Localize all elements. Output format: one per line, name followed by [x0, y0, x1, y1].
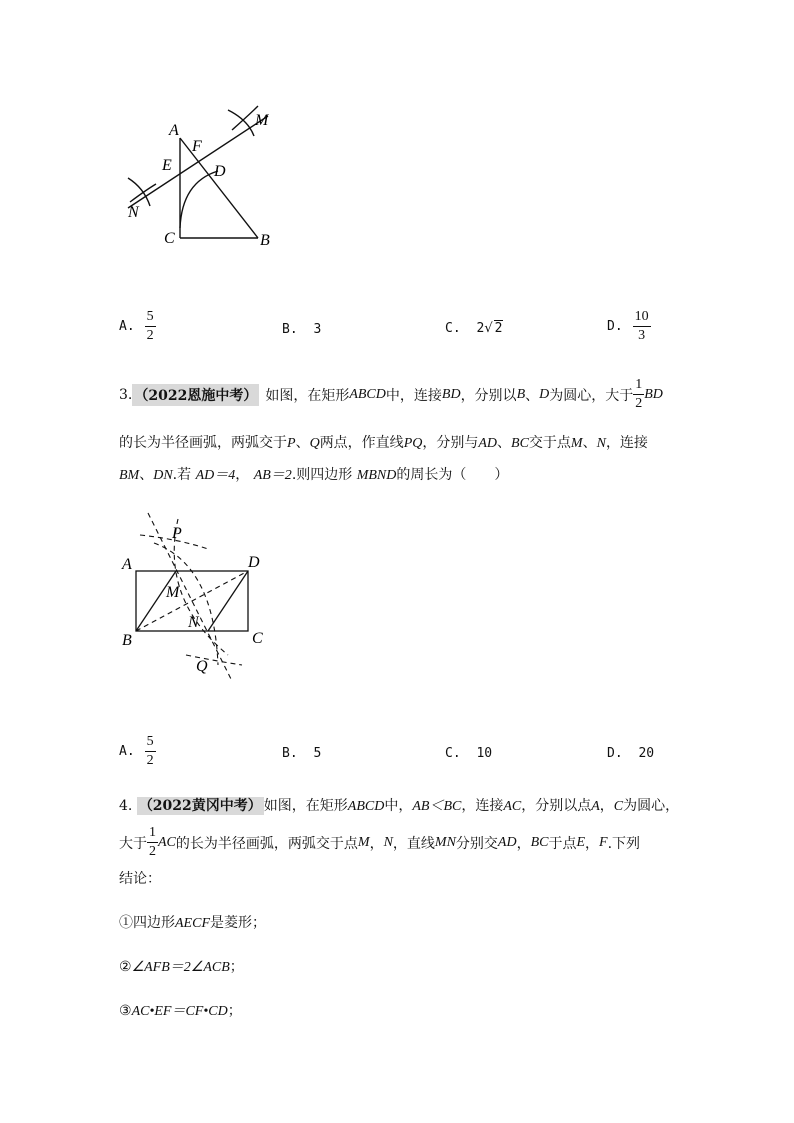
- q4-c1-c: 是菱形；: [210, 915, 266, 931]
- q2-option-c-letter: C.: [445, 321, 461, 336]
- q3-text-2a: 的长为半径画弧，两弧交于: [119, 435, 287, 451]
- q4-text-2d: 分别交: [455, 835, 498, 852]
- q4-ac-2: AC: [158, 834, 176, 850]
- q3-sep-4: 、: [582, 435, 597, 451]
- q3-option-c-letter: C.: [445, 746, 461, 761]
- q4-line-1: [119, 795, 679, 815]
- q3-text-2e: ，连接: [605, 435, 648, 451]
- q4-c3-c: ；: [227, 1003, 242, 1019]
- q3-bm: BM: [119, 468, 140, 483]
- segment-bm: [136, 571, 176, 631]
- q3-option-a[interactable]: [119, 735, 156, 768]
- q3-line-2: [119, 432, 648, 452]
- q2-option-b-value: 3: [313, 322, 322, 337]
- q3-text-1b: 中，连接: [385, 387, 442, 404]
- q2-option-a-den: 2: [146, 328, 154, 343]
- q4-frac-den: 2: [149, 844, 156, 859]
- label-b: B: [122, 632, 132, 649]
- q3-option-b-value: 5: [313, 746, 322, 761]
- q3-text-2b: 两点，作直线: [319, 435, 404, 451]
- q3-option-a-fraction: [145, 735, 156, 768]
- q3-option-c-value: 10: [476, 746, 493, 761]
- q2-option-a-fraction: [145, 310, 156, 343]
- q3-option-d-letter: D.: [607, 746, 623, 761]
- q3-text-2c: ，分别与: [422, 435, 479, 451]
- sqrt-icon: √: [484, 321, 493, 336]
- label-c: C: [252, 630, 263, 647]
- q2-option-b-letter: B.: [282, 322, 298, 337]
- q3-text-3b: .则四边形: [291, 467, 353, 483]
- label-n: N: [128, 204, 139, 221]
- q4-fraction: [147, 826, 158, 859]
- label-m: M: [255, 112, 269, 129]
- q3-frac-den: 2: [635, 396, 643, 411]
- q2-option-c-radicand: 2: [494, 321, 503, 336]
- q4-comma-4: ，: [585, 835, 600, 852]
- q2-option-d-den: 3: [638, 328, 646, 343]
- q2-option-d-letter: D.: [607, 319, 623, 334]
- label-a: A: [122, 556, 132, 573]
- label-b: B: [260, 232, 270, 249]
- q3-n: N: [596, 436, 606, 451]
- q2-option-b[interactable]: [282, 322, 321, 337]
- q4-line-3: [119, 868, 161, 888]
- q4-line-2: [119, 826, 640, 859]
- q3-option-d[interactable]: [607, 746, 654, 761]
- q4-c: C: [613, 799, 624, 814]
- label-q: Q: [196, 658, 208, 675]
- q4-c3-a: ③: [119, 1003, 132, 1019]
- q3-b: B: [516, 386, 526, 402]
- q4-c3-b: AC•EF＝CF•CD: [131, 1004, 228, 1019]
- q3-line-1: [119, 378, 663, 411]
- q4-m: M: [357, 834, 370, 850]
- q3-q: Q: [309, 436, 320, 451]
- q4-number: 4.: [119, 798, 133, 814]
- q4-c2-a: ②: [119, 959, 132, 975]
- q3-fraction: [633, 378, 644, 411]
- q4-c2-b: ∠AFB＝2∠ACB: [131, 960, 230, 975]
- q3-number: 3.: [119, 386, 133, 403]
- q3-sep-3: 、: [497, 435, 512, 451]
- q4-ad: AD: [497, 834, 517, 850]
- q4-c1-b: AECF: [175, 916, 210, 931]
- q4-c1-a: ①四边形: [119, 915, 175, 931]
- q3-dn: DN: [153, 468, 173, 483]
- q4-text-1a: 如图，在矩形: [263, 798, 348, 814]
- q3-abcd: ABCD: [349, 386, 386, 402]
- q4-mn: MN: [434, 834, 456, 850]
- q3-option-b-letter: B.: [282, 746, 298, 761]
- q2-option-c[interactable]: [445, 320, 503, 336]
- q3-text-1c: ，分别以: [460, 387, 517, 404]
- q4-conclusion-1: [119, 912, 266, 932]
- q4-n: N: [383, 834, 393, 850]
- q4-text-3: 结论：: [119, 871, 161, 887]
- q4-source-tag: （2022黄冈中考）: [138, 798, 262, 814]
- q4-text-1d: ，分别以点: [521, 798, 592, 814]
- q3-text-1d: 为圆心，大于: [549, 387, 634, 404]
- label-c: C: [164, 230, 175, 247]
- q4-text-2e: 于点: [548, 835, 577, 852]
- q2-option-a-num: 5: [145, 310, 156, 327]
- q4-conclusion-2: [119, 956, 244, 976]
- q3-ad-eq: AD＝4: [195, 468, 236, 483]
- q3-option-a-num: 5: [145, 735, 156, 752]
- arc-bottom: [186, 655, 242, 665]
- q4-comma-1: ，: [599, 798, 614, 814]
- q3-option-d-value: 20: [638, 746, 655, 761]
- q4-bc: BC: [530, 834, 549, 850]
- q4-conclusion-3: [119, 1000, 242, 1020]
- q3-ab-eq: AB＝2: [253, 468, 292, 483]
- q3-sep-5: 、: [139, 467, 154, 483]
- q3-mbnd: MBND: [356, 468, 397, 483]
- q4-e: E: [576, 834, 586, 850]
- q3-text-3c: 的周长为（ ）: [396, 467, 509, 483]
- q4-text-1c: ，连接: [461, 798, 504, 814]
- q3-text-1a: 如图，在矩形: [265, 387, 350, 404]
- q4-f: F: [599, 834, 608, 850]
- q4-text-2a: 大于: [119, 835, 147, 852]
- q3-sep-2: 、: [295, 435, 310, 451]
- q4-text-1e: 为圆心，: [623, 798, 680, 814]
- q4-comma-2: ，: [369, 835, 384, 852]
- q4-ab-lt-bc: AB＜BC: [412, 799, 462, 814]
- q4-abcd: ABCD: [347, 799, 385, 814]
- q3-bd-2: BD: [644, 386, 663, 402]
- figure-1-triangle: [110, 100, 310, 250]
- q3-option-c[interactable]: [445, 746, 492, 761]
- q3-frac-num: 1: [633, 378, 644, 395]
- segment-nd: [208, 571, 248, 631]
- q4-c2-c: ；: [229, 959, 244, 975]
- figure-2-rectangle: [118, 505, 278, 683]
- q4-a: A: [591, 799, 600, 814]
- label-f: F: [192, 138, 202, 155]
- q2-option-d-num: 10: [633, 310, 651, 327]
- q4-text-2c: ，直线: [392, 835, 435, 852]
- label-d: D: [248, 554, 260, 571]
- q4-text-1b: 中，: [384, 798, 413, 814]
- label-m: M: [166, 584, 180, 601]
- q2-option-d[interactable]: [607, 310, 651, 343]
- q4-frac-num: 1: [147, 826, 158, 843]
- label-p: P: [172, 525, 182, 542]
- label-n: N: [188, 614, 199, 631]
- q2-option-c-coef: 2: [476, 321, 485, 336]
- q4-text-2b: 的长为半径画弧，两弧交于点: [175, 835, 358, 852]
- q3-m: M: [570, 436, 583, 451]
- q3-source-tag: （2022恩施中考）: [132, 384, 259, 406]
- q3-ad: AD: [478, 436, 498, 451]
- label-a: A: [169, 122, 179, 139]
- line-mn: [128, 116, 268, 208]
- q3-bc: BC: [511, 436, 529, 451]
- q3-sep: 、: [525, 387, 540, 404]
- q3-text-2d: 交于点: [528, 435, 571, 451]
- q4-text-2f: .下列: [607, 835, 641, 852]
- q3-option-b[interactable]: [282, 746, 321, 761]
- q3-comma: ，: [235, 467, 250, 483]
- q3-bd: BD: [441, 386, 461, 402]
- q3-pq: PQ: [403, 436, 423, 451]
- q3-text-3a: .若: [172, 467, 192, 483]
- q3-option-a-letter: A.: [119, 744, 135, 759]
- label-d: D: [214, 163, 226, 180]
- q4-ac: AC: [503, 799, 522, 814]
- label-e: E: [162, 157, 172, 174]
- q3-p: P: [287, 436, 296, 451]
- q3-d: D: [539, 386, 550, 402]
- q2-option-a-letter: A.: [119, 319, 135, 334]
- q3-line-3: [119, 464, 508, 484]
- q2-option-a[interactable]: [119, 310, 156, 343]
- q2-option-d-fraction: [633, 310, 651, 343]
- q4-comma-3: ，: [516, 835, 531, 852]
- q3-option-a-den: 2: [146, 753, 154, 768]
